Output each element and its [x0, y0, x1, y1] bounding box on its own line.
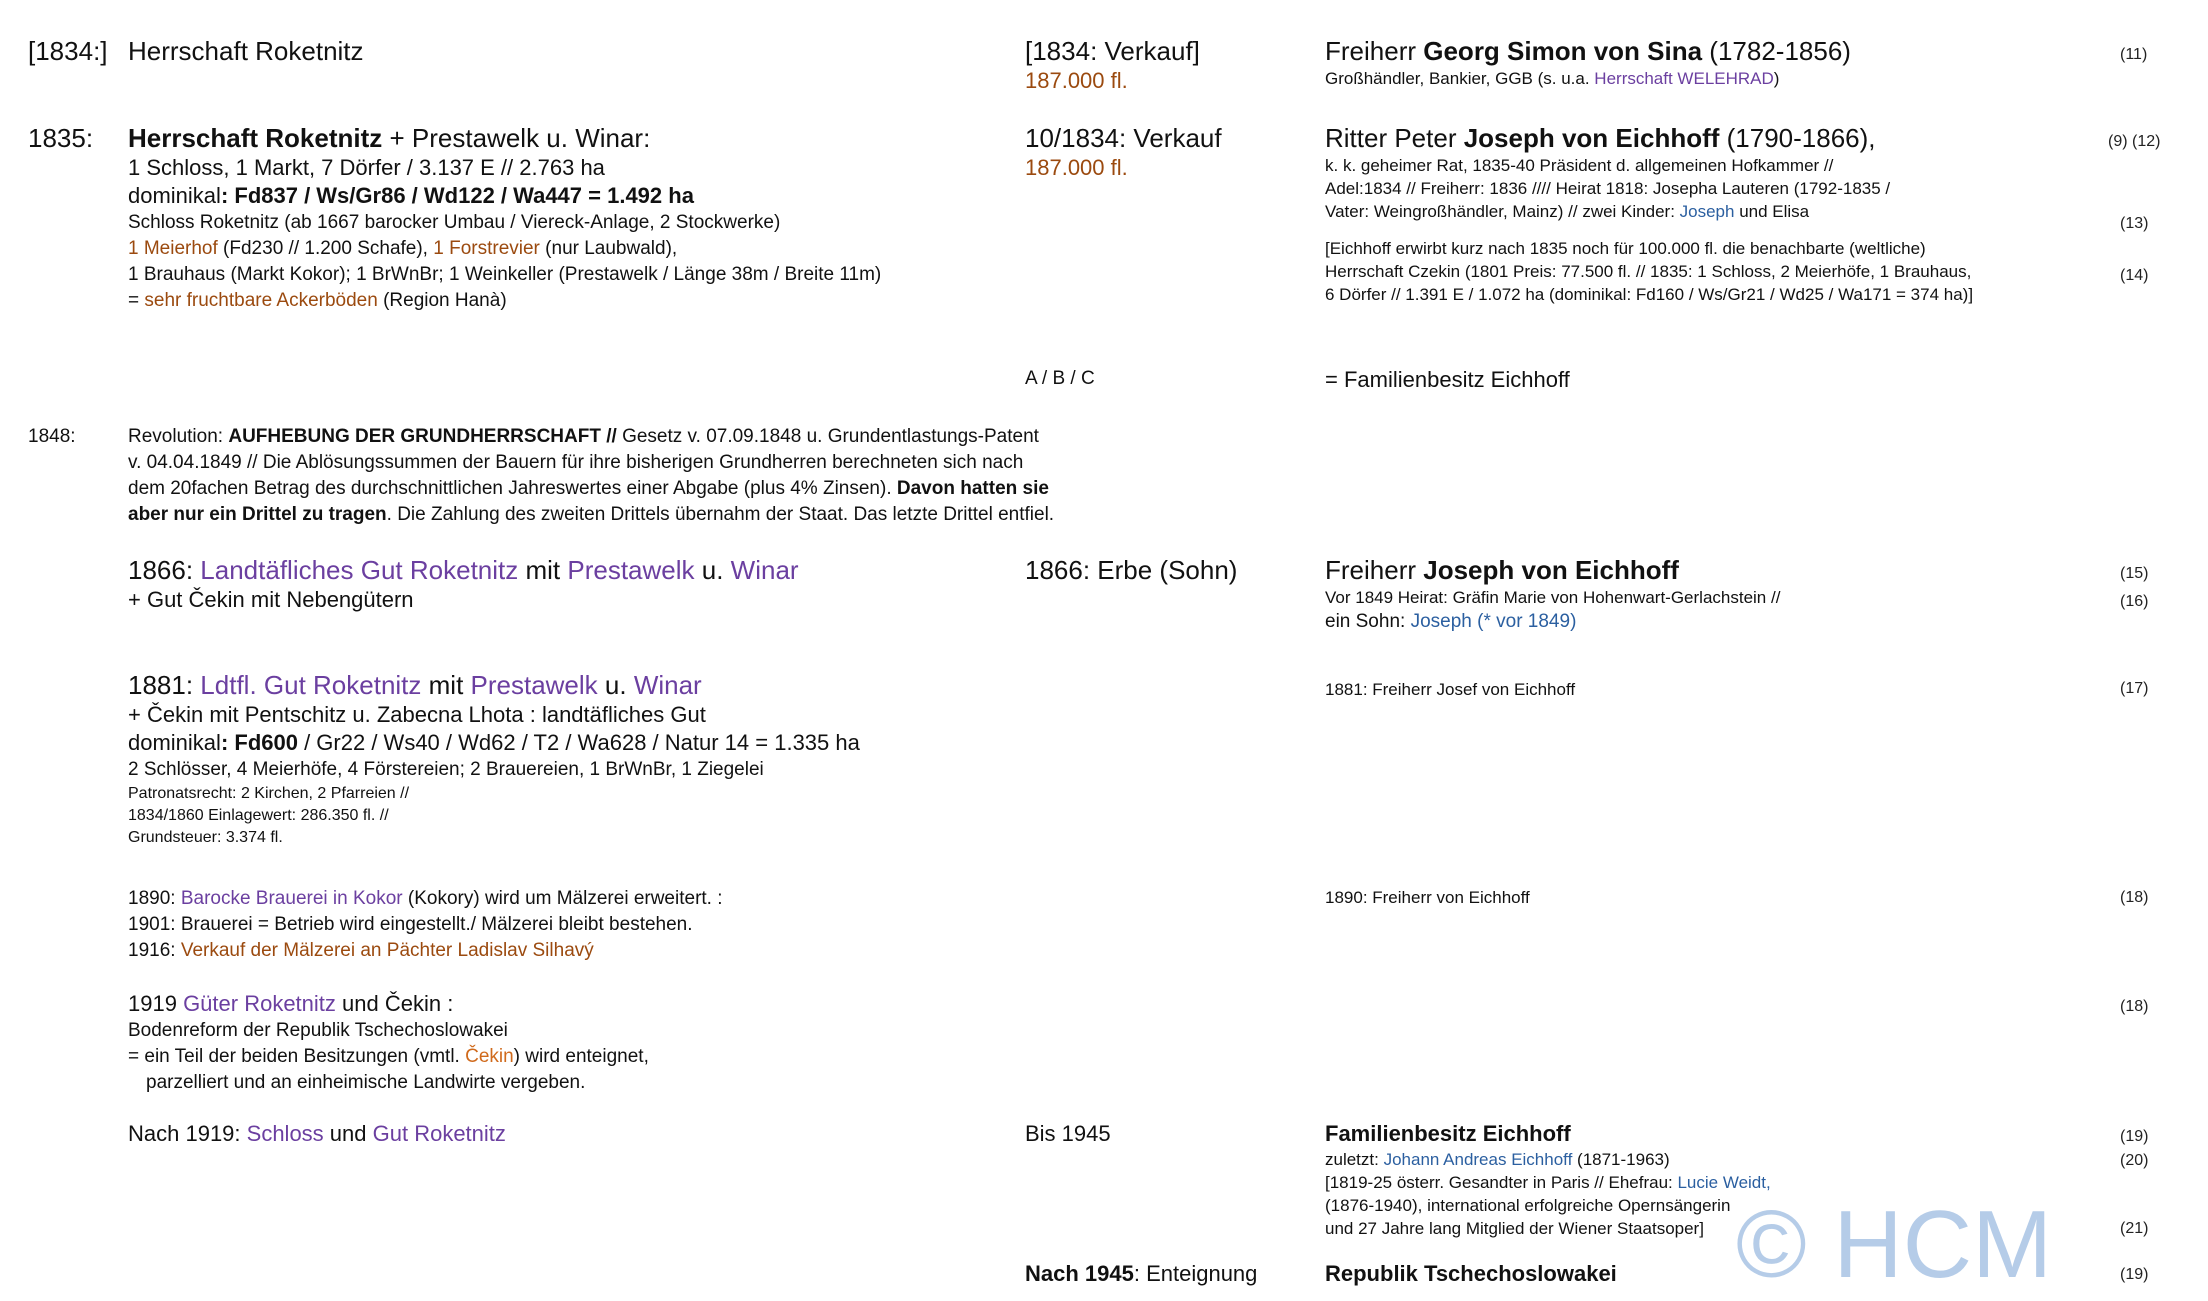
owner-nobility: Adel:1834 // Freiherr: 1836 //// Heirat 1818: Josepha Lauteren (1792-1835 / [1325, 179, 1891, 198]
estate-description [128, 670, 1018, 849]
soil-highlight: sehr fruchtbare Ackerböden [144, 290, 378, 311]
transaction-type: 1866: Erbe (Sohn) [1025, 555, 1238, 585]
owner-dates: (1790-1866), [1719, 123, 1876, 153]
owner-name-bold: Joseph von Eichhoff [1463, 123, 1720, 153]
last-owner [1325, 1148, 2125, 1171]
owner-state: Republik Tschechoslowakei [1325, 1261, 1617, 1286]
joseph-link[interactable]: Joseph [1679, 202, 1735, 221]
revolution-text-3: dem 20fachen Betrag des durchschnittlichen Jahreswertes einer Abgabe (plus 4% Zinsen). [128, 478, 897, 499]
singer-note: (1876-1940), international erfolgreiche Opernsängerin [1325, 1196, 1731, 1215]
estate-addition: + Čekin mit Pentschitz u. Zabecna Lhota : landtäfliches Gut [128, 702, 706, 727]
last-owner-dates: (1871-1963) [1572, 1150, 1670, 1169]
brewery-line: 1 Brauhaus (Markt Kokor); 1 BrWnBr; 1 Weinkeller (Prestawelk / Länge 38m / Breite 11m) [128, 264, 882, 285]
estate-title [128, 555, 1018, 586]
owner-family [1325, 200, 2125, 223]
expropriation: : Enteignung [1133, 1261, 1258, 1286]
brewery-history [128, 886, 1018, 964]
footnote-ref: (20) [2120, 1152, 2149, 1169]
owner [1325, 555, 2125, 635]
malt-sale-note: Verkauf der Mälzerei an Pächter Ladislav Silhavý [180, 940, 594, 961]
dominikal-bold: : Fd600 [220, 730, 298, 755]
revolution-bold-3: Davon hatten sie [896, 478, 1049, 499]
joiner: u. [597, 670, 634, 700]
lucie-weidt-link[interactable]: Lucie Weidt, [1677, 1173, 1771, 1192]
owner-dates: (1782-1856) [1702, 36, 1851, 66]
owner-name-bold: Joseph von Eichhoff [1423, 555, 1679, 585]
brewery-1916 [128, 938, 1018, 964]
prestawelk-link[interactable]: Prestawelk [567, 555, 695, 585]
footnote-ref: (11) [2120, 46, 2148, 63]
patronage: Patronatsrecht: 2 Kirchen, 2 Pfarreien // [128, 785, 410, 802]
reform-text: = ein Teil der beiden Besitzungen (vmtl. [128, 1046, 466, 1067]
estate-title-bold: Herrschaft Roketnitz [128, 123, 383, 153]
footnote-ref: (16) [2120, 593, 2149, 610]
owner [1325, 123, 2125, 306]
year-label: [1834:] [28, 36, 108, 66]
dominikal-line [128, 729, 1018, 757]
joiner: und [323, 1121, 373, 1146]
reform-subtitle: Bodenreform der Republik Tschechoslowakei [128, 1020, 508, 1041]
revolution-text-4: . Die Zahlung des zweiten Drittels übernahm der Staat. Das letzte Drittel entfiel. [386, 504, 1055, 525]
owner-title: Ritter Peter [1325, 123, 1464, 153]
joseph-son-link[interactable]: Joseph (* vor 1849) [1410, 611, 1577, 632]
estate-title-rest: + Prestawelk u. Winar: [382, 123, 651, 153]
roketnitz-estates-link[interactable]: Güter Roketnitz [183, 991, 336, 1016]
estate-summary: 1 Schloss, 1 Markt, 7 Dörfer / 3.137 E // 2.763 ha [128, 155, 605, 180]
brewery-1890 [128, 886, 1018, 912]
land-tax: Grundsteuer: 3.374 fl. [128, 829, 283, 846]
farm-line [128, 236, 1018, 262]
footnote-ref: (18) [2120, 889, 2149, 906]
footnote-ref: (17) [2120, 680, 2149, 697]
estate-period: Nach 1919: [128, 1121, 247, 1146]
family-ownership: = Familienbesitz Eichhoff [1325, 367, 1570, 392]
castle-description: Schloss Roketnitz (ab 1667 barocker Umbau / Viereck-Anlage, 2 Stockwerke) [128, 212, 781, 233]
footnote-ref: (14) [2120, 267, 2149, 284]
estate-buildings: 2 Schlösser, 4 Meierhöfe, 4 Förstereien; 2 Brauereien, 1 BrWnBr, 1 Ziegelei [128, 759, 764, 780]
cekin-highlight: Čekin [465, 1046, 514, 1067]
footnote-ref: (18) [2120, 998, 2149, 1015]
joiner: mit [518, 555, 568, 585]
owner-office: k. k. geheimer Rat, 1835-40 Präsident d. allgemeinen Hofkammer // [1325, 156, 1834, 175]
reform-rest: und Čekin : [335, 991, 454, 1016]
prestawelk-link[interactable]: Prestawelk [470, 670, 598, 700]
transaction [1025, 36, 1305, 95]
footnote-ref: (9) (12) [2108, 133, 2161, 150]
schloss-link[interactable]: Schloss [246, 1121, 324, 1146]
owner-title: Freiherr [1325, 555, 1424, 585]
estate-addition: + Gut Čekin mit Nebengütern [128, 587, 414, 612]
diplomat-text: [1819-25 österr. Gesandter in Paris // Ehefrau: [1325, 1173, 1678, 1192]
brewery-detail: (Kokory) wird um Mälzerei erweitert. : [402, 888, 723, 909]
dominikal-line [128, 182, 1018, 210]
owner-family: Familienbesitz Eichhoff [1325, 1121, 1571, 1146]
owner-son [1325, 609, 2125, 635]
son-label: ein Sohn: [1325, 611, 1411, 632]
estate-title [128, 670, 1018, 701]
transaction-price: 187.000 fl. [1025, 155, 1128, 180]
estate-title [128, 123, 1018, 154]
reform-text-end: ) wird enteignet, [513, 1046, 649, 1067]
gut-roketnitz-link[interactable]: Gut Roketnitz [372, 1121, 506, 1146]
reform-detail-2: parzelliert und an einheimische Landwirte vergeben. [146, 1072, 586, 1093]
revolution-text [128, 424, 1055, 528]
brewery-year: 1890: [128, 888, 181, 909]
roketnitz-link[interactable]: Landtäfliches Gut Roketnitz [200, 555, 519, 585]
revolution-line-4 [128, 502, 1055, 528]
period-bold: Nach 1945 [1025, 1261, 1134, 1286]
meierhof-link: 1 Meierhof [128, 238, 218, 259]
joiner: u. [694, 555, 731, 585]
footnote-ref: (19) [2120, 1128, 2149, 1145]
estate-year: 1866: [128, 555, 201, 585]
owner-description [1325, 67, 2125, 90]
reform-year: 1919 [128, 991, 184, 1016]
estate-title: Herrschaft Roketnitz [128, 36, 364, 66]
winar-link[interactable]: Winar [633, 670, 702, 700]
owner-name [1325, 36, 2125, 67]
footnote-ref: (21) [2120, 1220, 2149, 1237]
transaction-type [1025, 1260, 1305, 1288]
brewery-1901: 1901: Brauerei = Betrieb wird eingestellt./ Mälzerei bleibt bestehen. [128, 914, 693, 935]
owner-title: Freiherr [1325, 36, 1424, 66]
family-text: Vater: Weingroßhändler, Mainz) // zwei Kinder: [1325, 202, 1680, 221]
forstrevier-link: 1 Forstrevier [433, 238, 540, 259]
revolution-line-2: v. 04.04.1849 // Die Ablösungssummen der Bauern für ihre bisherigen Grundherren berechneten sich nach [128, 452, 1024, 473]
footnote-ref: (13) [2120, 215, 2149, 232]
roketnitz-link[interactable]: Ldtfl. Gut Roketnitz [200, 670, 422, 700]
winar-link[interactable]: Winar [730, 555, 799, 585]
revolution-heading: AUFHEBUNG DER GRUNDHERRSCHAFT // [228, 426, 617, 447]
deposit-value: 1834/1860 Einlagewert: 286.350 fl. // [128, 807, 389, 824]
owner-name: 1890: Freiherr von Eichhoff [1325, 888, 1530, 907]
footnote-ref: (19) [2120, 1266, 2149, 1283]
dominikal-label: dominikal [128, 183, 221, 208]
joiner: mit [421, 670, 471, 700]
soil-region: (Region Hanà) [377, 290, 507, 311]
dominikal-values: / Gr22 / Ws40 / Wd62 / T2 / Wa628 / Natur 14 = 1.335 ha [297, 730, 860, 755]
category-codes: A / B / C [1025, 368, 1095, 389]
czekin-note-3: 6 Dörfer // 1.391 E / 1.072 ha (dominikal: Fd160 / Ws/Gr21 / Wd25 / Wa171 = 374 ha)] [1325, 285, 1974, 304]
revolution-law: Gesetz v. 07.09.1848 u. Grundentlastungs-Patent [616, 426, 1039, 447]
transaction-type: Bis 1945 [1025, 1121, 1111, 1146]
owner [1325, 36, 2125, 90]
transaction [1025, 123, 1305, 182]
transaction-price: 187.000 fl. [1025, 68, 1128, 93]
soil-prefix: = [128, 290, 145, 311]
dominikal-label: dominikal [128, 730, 221, 755]
estate-title [128, 1120, 1018, 1148]
revolution-bold-4: aber nur ein Drittel zu tragen [128, 504, 387, 525]
reform-title [128, 990, 1018, 1018]
czekin-note-1: [Eichhoff erwirbt kurz nach 1835 noch für 100.000 fl. die benachbarte (weltliche) [1325, 239, 1926, 258]
footnote-ref: (15) [2120, 565, 2149, 582]
estate-description [128, 123, 1018, 314]
year-label: 1835: [28, 123, 94, 153]
reform-detail [128, 1044, 1018, 1070]
opera-note: und 27 Jahre lang Mitglied der Wiener Staatsoper] [1325, 1219, 1704, 1238]
owner-desc-text: Großhändler, Bankier, GGB (s. u.a. [1325, 69, 1595, 88]
johann-andreas-link[interactable]: Johann Andreas Eichhoff [1383, 1150, 1573, 1169]
kokor-brewery-link[interactable]: Barocke Brauerei in Kokor [180, 888, 403, 909]
copyright-watermark: © HCM [1736, 1191, 2053, 1298]
forest-detail: (nur Laubwald), [539, 238, 678, 259]
owner-name: 1881: Freiherr Josef von Eichhoff [1325, 680, 1576, 699]
family-rest: und Elisa [1734, 202, 1810, 221]
dominikal-values: : Fd837 / Ws/Gr86 / Wd122 / Wa447 = 1.492 ha [220, 183, 694, 208]
revolution-prefix: Revolution: [128, 426, 229, 447]
year-label: 1848: [28, 426, 76, 447]
owner-name-bold: Georg Simon von Sina [1423, 36, 1703, 66]
owner-desc-close: ) [1773, 69, 1780, 88]
farm-detail: (Fd230 // 1.200 Schafe), [217, 238, 434, 259]
revolution-line-1 [128, 424, 1039, 450]
last-owner-label: zuletzt: [1325, 1150, 1384, 1169]
owner-name [1325, 123, 2125, 154]
land-reform [128, 990, 1018, 1096]
transaction-type: 10/1834: Verkauf [1025, 123, 1222, 153]
czekin-note-2: Herrschaft Czekin (1801 Preis: 77.500 fl. // 1835: 1 Schloss, 2 Meierhöfe, 1 Brauhaus, [1325, 262, 1972, 281]
welehrad-link[interactable]: Herrschaft WELEHRAD [1594, 69, 1774, 88]
soil-line [128, 288, 1018, 314]
estate-year: 1881: [128, 670, 201, 700]
brewery-year: 1916: [128, 940, 181, 961]
owner-name [1325, 555, 2125, 586]
owner-marriage: Vor 1849 Heirat: Gräfin Marie von Hohenwart-Gerlachstein // [1325, 588, 1781, 607]
revolution-line-3 [128, 476, 1049, 502]
transaction-type: [1834: Verkauf] [1025, 36, 1200, 66]
estate-description [128, 555, 1018, 614]
